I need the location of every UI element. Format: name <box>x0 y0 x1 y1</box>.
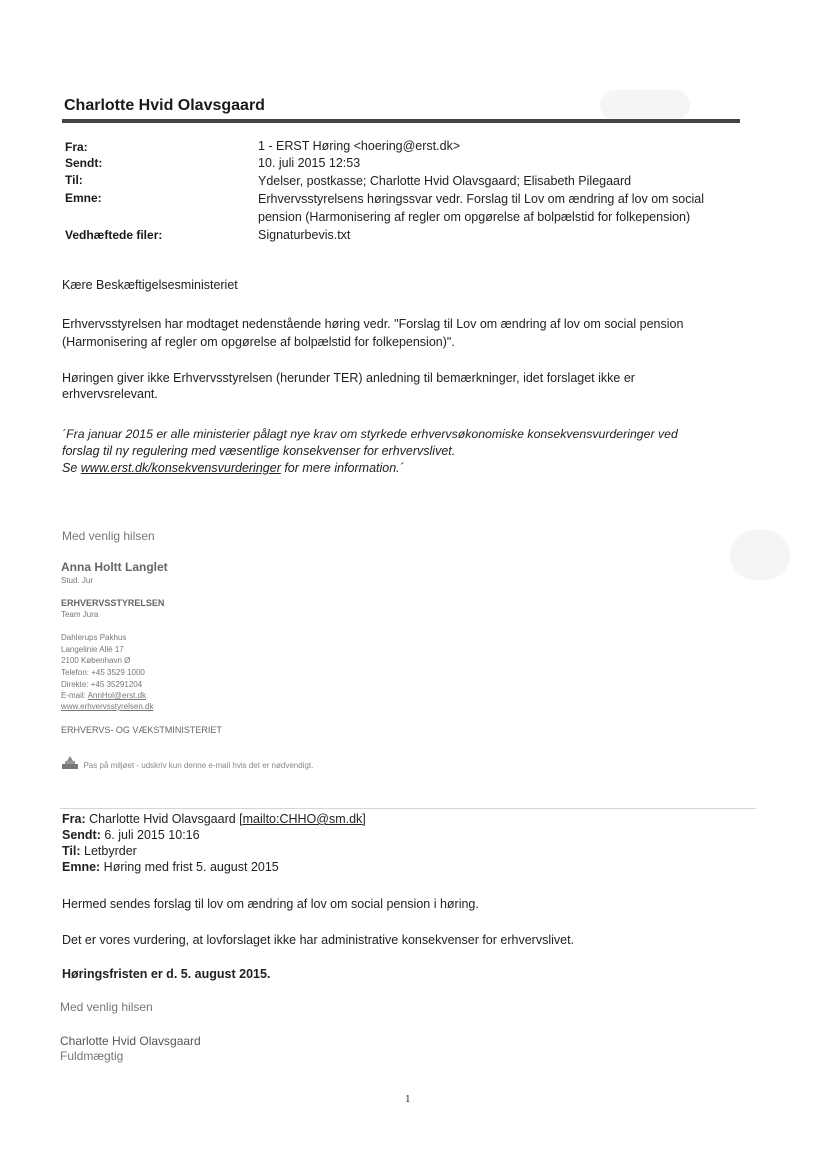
subject-value-line2: pension (Harmonisering af regler om opgørelse af bolpælstid for folkepension) <box>258 210 691 224</box>
forwarded-body-line-2: Det er vores vurdering, at lovforslaget ikke har administrative konsekvenser for erhvervslivet. <box>62 933 575 947</box>
greeting: Kære Beskæftigelsesministeriet <box>62 278 238 292</box>
environment-note-text: Pas på miljøet - udskriv kun denne e-mail hvis det er nødvendigt. <box>83 761 314 770</box>
body-paragraph-2-line-2: erhvervsrelevant. <box>62 387 158 401</box>
forwarded-signature-role: Fuldmægtig <box>60 1049 124 1063</box>
forwarded-closing: Med venlig hilsen <box>60 1000 153 1014</box>
forward-divider <box>60 808 756 809</box>
environment-note <box>61 756 313 775</box>
to-label: Til: <box>65 173 83 187</box>
attachments-label: Vedhæftede filer: <box>65 228 163 242</box>
from-label: Fra: <box>65 140 88 154</box>
forwarded-mailto-link[interactable]: [mailto:CHHO@sm.dk] <box>239 812 366 826</box>
page-number: 1 <box>405 1093 411 1105</box>
signature-closing: Med venlig hilsen <box>62 529 155 543</box>
body-paragraph-1-line-2: (Harmonisering af regler om opgørelse af bolpælstid for folkepension)". <box>62 335 455 349</box>
scan-artifact <box>730 530 790 580</box>
signature-phone: Telefon: +45 3529 1000 <box>61 668 145 677</box>
signature-role: Stud. Jur <box>61 576 94 585</box>
forwarded-deadline: Høringsfristen er d. 5. august 2015. <box>62 967 271 981</box>
forwarded-sent-row: Sendt: 6. juli 2015 10:16 <box>62 828 200 842</box>
sent-label: Sendt: <box>65 156 103 170</box>
subject-label: Emne: <box>65 191 102 205</box>
tree-printer-icon <box>61 756 79 775</box>
signature-direct-phone: Direkte: +45 35291204 <box>61 680 143 689</box>
notice-line-2: forslag til ny regulering med væsentlige konsekvenser for erhvervslivet. <box>62 444 456 458</box>
signature-org: ERHVERVSSTYRELSEN <box>61 598 165 608</box>
title-rule <box>62 119 740 123</box>
scan-artifact <box>600 90 690 120</box>
body-paragraph-2-line-1: Høringen giver ikke Erhvervsstyrelsen (herunder TER) anledning til bemærkninger, idet forslaget ikke er <box>62 371 635 385</box>
signature-email-link[interactable]: AnnHol@erst.dk <box>87 691 147 700</box>
signature-team: Team Jura <box>61 610 99 619</box>
attachment-file[interactable]: Signaturbevis.txt <box>258 228 351 242</box>
signature-website-link[interactable]: www.erhvervsstyrelsen.dk <box>61 702 154 711</box>
signature-address-1: Dahlerups Pakhus <box>61 633 127 642</box>
body-paragraph-1-line-1: Erhvervsstyrelsen har modtaget nedenstående høring vedr. "Forslag til Lov om ændring af lov om social pension <box>62 317 684 331</box>
forwarded-from-row: Fra: Charlotte Hvid Olavsgaard [mailto:CHHO@sm.dk] <box>62 812 366 826</box>
forwarded-subject-row: Emne: Høring med frist 5. august 2015 <box>62 860 279 874</box>
forwarded-signature-name: Charlotte Hvid Olavsgaard <box>60 1034 201 1048</box>
sender-name-title: Charlotte Hvid Olavsgaard <box>64 97 265 114</box>
notice-line-1: ´Fra januar 2015 er alle ministerier pålagt nye krav om styrkede erhvervsøkonomiske konsekvensvurderinger ved <box>62 427 678 441</box>
signature-ministry: ERHVERVS- OG VÆKSTMINISTERIET <box>61 725 222 735</box>
sent-value: 10. juli 2015 12:53 <box>258 156 361 170</box>
signature-name: Anna Holtt Langlet <box>61 560 168 574</box>
signature-email-row: E-mail: AnnHol@erst.dk <box>61 691 147 700</box>
forwarded-to-row: Til: Letbyrder <box>62 844 137 858</box>
from-value: 1 - ERST Høring <hoering@erst.dk> <box>258 139 461 153</box>
signature-address-2: Langelinie Allé 17 <box>61 645 124 654</box>
notice-line-3: Se www.erst.dk/konsekvensvurderinger for mere information.´ <box>62 461 404 475</box>
consequence-assessment-link[interactable]: www.erst.dk/konsekvensvurderinger <box>80 461 281 475</box>
to-value: Ydelser, postkasse; Charlotte Hvid Olavsgaard; Elisabeth Pilegaard <box>258 174 632 188</box>
subject-value-line1: Erhvervsstyrelsens høringssvar vedr. Forslag til Lov om ændring af lov om social <box>258 192 704 206</box>
signature-address-3: 2100 København Ø <box>61 656 131 665</box>
forwarded-body-line-1: Hermed sendes forslag til lov om ændring af lov om social pension i høring. <box>62 897 479 911</box>
